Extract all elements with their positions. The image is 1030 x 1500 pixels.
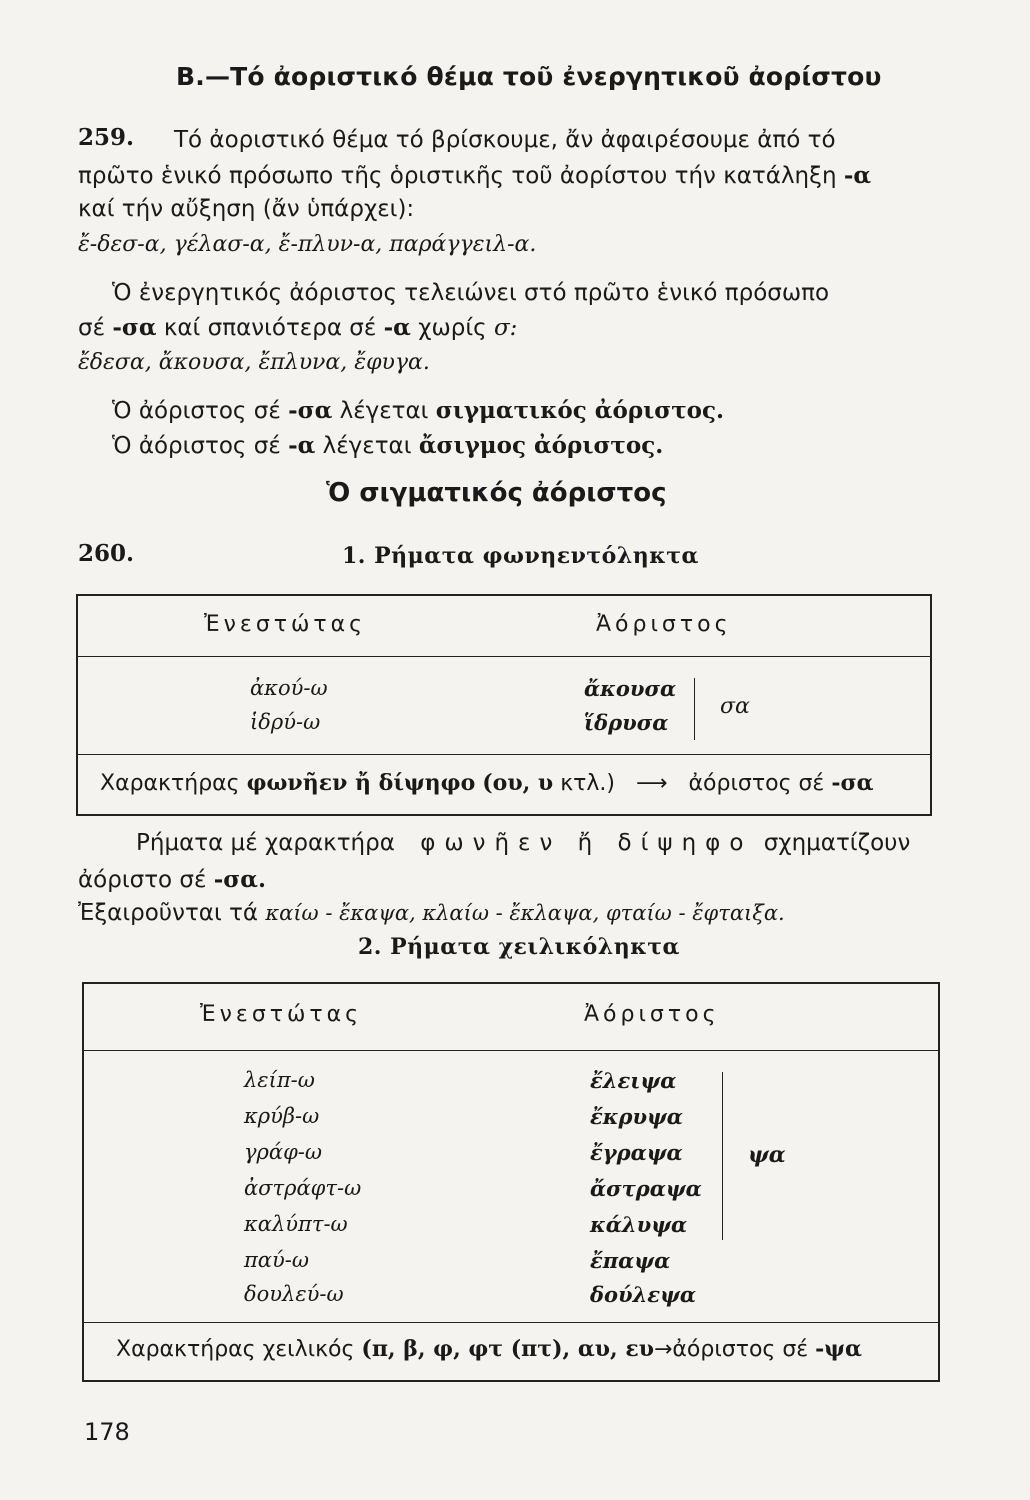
table1-footer-post: ἀόριστος σέ [688,771,825,796]
table1-divider-bottom [78,754,930,755]
p259-line4: Ὁ ἐνεργητικός ἀόριστος τελειώνει στό πρῶτο ἑνικό πρόσωπο [112,280,830,306]
table1-present-2: ἱδρύ-ω [250,710,321,734]
table2-footer-pre: Χαρακτήρας χειλικός [116,1337,355,1362]
p259-line2-text: πρῶτο ἑνικό πρόσωπο τῆς ὁριστικῆς τοῦ ἀορίστου τήν κατάληξη [78,163,837,189]
p259-line2 [78,162,871,189]
table2-divider-top [84,1050,938,1051]
p259-line5-f: σ: [493,315,518,341]
table2-footer-bold: (π, β, φ, φτ (πτ), αυ, ευ [361,1336,654,1362]
table2-present-7: δουλεύ-ω [244,1282,344,1306]
sig-pre: Ὁ ἀόριστος σέ [112,398,281,424]
p259-line2-ending: -α [843,162,872,189]
page-number: 178 [84,1418,130,1446]
table2-aorist-7: δούλεψα [590,1282,697,1307]
rule-line2-b: -σα. [213,866,266,893]
table2-arrow-icon: → [653,1337,673,1362]
sig-term: σιγματικός ἀόριστος. [435,397,725,424]
p259-line5-c: καί σπανιότερα σέ [163,315,377,341]
p259-line5-b: -σα [112,314,157,341]
table1-footer-ktl: κτλ.) [560,771,615,796]
table2-footer-end: -ψα [815,1336,862,1362]
table1-footer-bold: φωνῆεν ἤ δίψηφο [246,770,476,796]
table1-arrow-icon: ⟶ [636,771,668,796]
table2-present-3: γράφ-ω [244,1140,323,1164]
exceptions-list: καίω - ἔκαψα, κλαίω - ἔκλαψα, φταίω - ἔφταιξα. [265,901,785,925]
rule-line1-c: σχηματίζουν [763,830,911,856]
table1-aorist-2: ἵδρυσα [584,710,669,735]
table1-header-present: Ἐνεστώτας [204,612,367,637]
table2-footer [116,1336,862,1362]
subheading-labial-stems: 2. Ρήματα χειλικόληκτα [358,934,680,960]
table2-divider-bottom [84,1322,938,1323]
p259-line5-d: -α [383,314,411,341]
table1-brace [694,678,695,740]
labial-stem-table [82,982,940,1382]
sig-end: -σα [288,397,333,424]
table2-present-5: καλύπτ-ω [244,1212,348,1236]
p259-line5 [78,314,517,341]
table1-ending: σα [720,694,750,719]
table1-footer-paren: (ου, υ [482,770,554,796]
vowel-stem-table [76,594,932,816]
exceptions-pre: Ἐξαιροῦνται τά [78,900,259,926]
sig-mid: λέγεται [339,398,429,424]
asig-term: ἄσιγμος ἀόριστος. [418,432,664,459]
table2-present-2: κρύβ-ω [244,1104,320,1128]
table2-present-6: παύ-ω [244,1248,309,1272]
table1-footer [100,770,874,796]
table2-present-4: ἀστράφτ-ω [244,1176,362,1200]
table2-aorist-3: ἔγραψα [590,1140,683,1165]
table1-footer-pre: Χαρακτήρας [100,771,240,796]
p259-line5-e: χωρίς [418,315,487,341]
section-heading: B.—Τό ἀοριστικό θέμα τοῦ ἐνεργητικοῦ ἀορίστου [176,62,882,91]
rule-line2-a: ἀόριστο σέ [78,867,207,893]
rule-line1 [136,830,910,856]
table2-aorist-2: ἔκρυψα [590,1104,683,1129]
p259-line5-a: σέ [78,315,106,341]
table2-header-present: Ἐνεστώτας [200,1002,363,1027]
table1-present-1: ἀκού-ω [250,676,328,700]
table2-header-aorist: Ἀόριστος [584,1002,720,1027]
sigmatic-definition [112,397,724,424]
asig-end: -α [288,432,316,459]
table2-aorist-1: ἔλειψα [590,1068,677,1093]
table2-aorist-6: ἔπαψα [590,1248,671,1273]
asig-mid: λέγεται [322,433,412,459]
table2-aorist-5: κάλυψα [590,1212,688,1237]
paragraph-number-259: 259. [78,124,135,151]
rule-line1-a: Ρήματα μέ χαρακτήρα [136,830,395,856]
asigmatic-definition [112,432,663,459]
table2-present-1: λείπ-ω [244,1068,315,1092]
table2-aorist-4: ἄστραψα [590,1176,702,1201]
p259-line3: καί τήν αὔξηση (ἄν ὑπάρχει): [78,196,415,222]
subheading-vowel-stems: 1. Ρήματα φωνηεντόληκτα [342,543,699,569]
table2-brace [722,1072,723,1240]
sigmatic-heading: Ὁ σιγματικός ἀόριστος [326,478,667,508]
p259-examples: ἔ-δεσ-α, γέλασ-α, ἔ-πλυν-α, παράγγειλ-α. [78,232,537,257]
table1-footer-end: -σα [831,770,874,796]
exceptions-line [78,900,785,926]
table2-footer-post: ἀόριστος σέ [672,1337,809,1362]
rule-line2 [78,866,266,893]
p259-line1: Τό ἀοριστικό θέμα τό βρίσκουμε, ἄν ἀφαιρέσουμε ἀπό τό [174,127,836,153]
table2-ending: ψα [748,1142,786,1168]
p259-examples2: ἔδεσα, ἄκουσα, ἔπλυνα, ἔφυγα. [78,350,430,375]
table1-header-aorist: Ἀόριστος [596,612,732,637]
table1-aorist-1: ἄκουσα [584,676,677,701]
rule-line1-b: φωνῆεν ἤ δίψηφο [420,830,753,856]
paragraph-number-260: 260. [78,540,135,567]
table1-divider-top [78,656,930,657]
asig-pre: Ὁ ἀόριστος σέ [112,433,281,459]
